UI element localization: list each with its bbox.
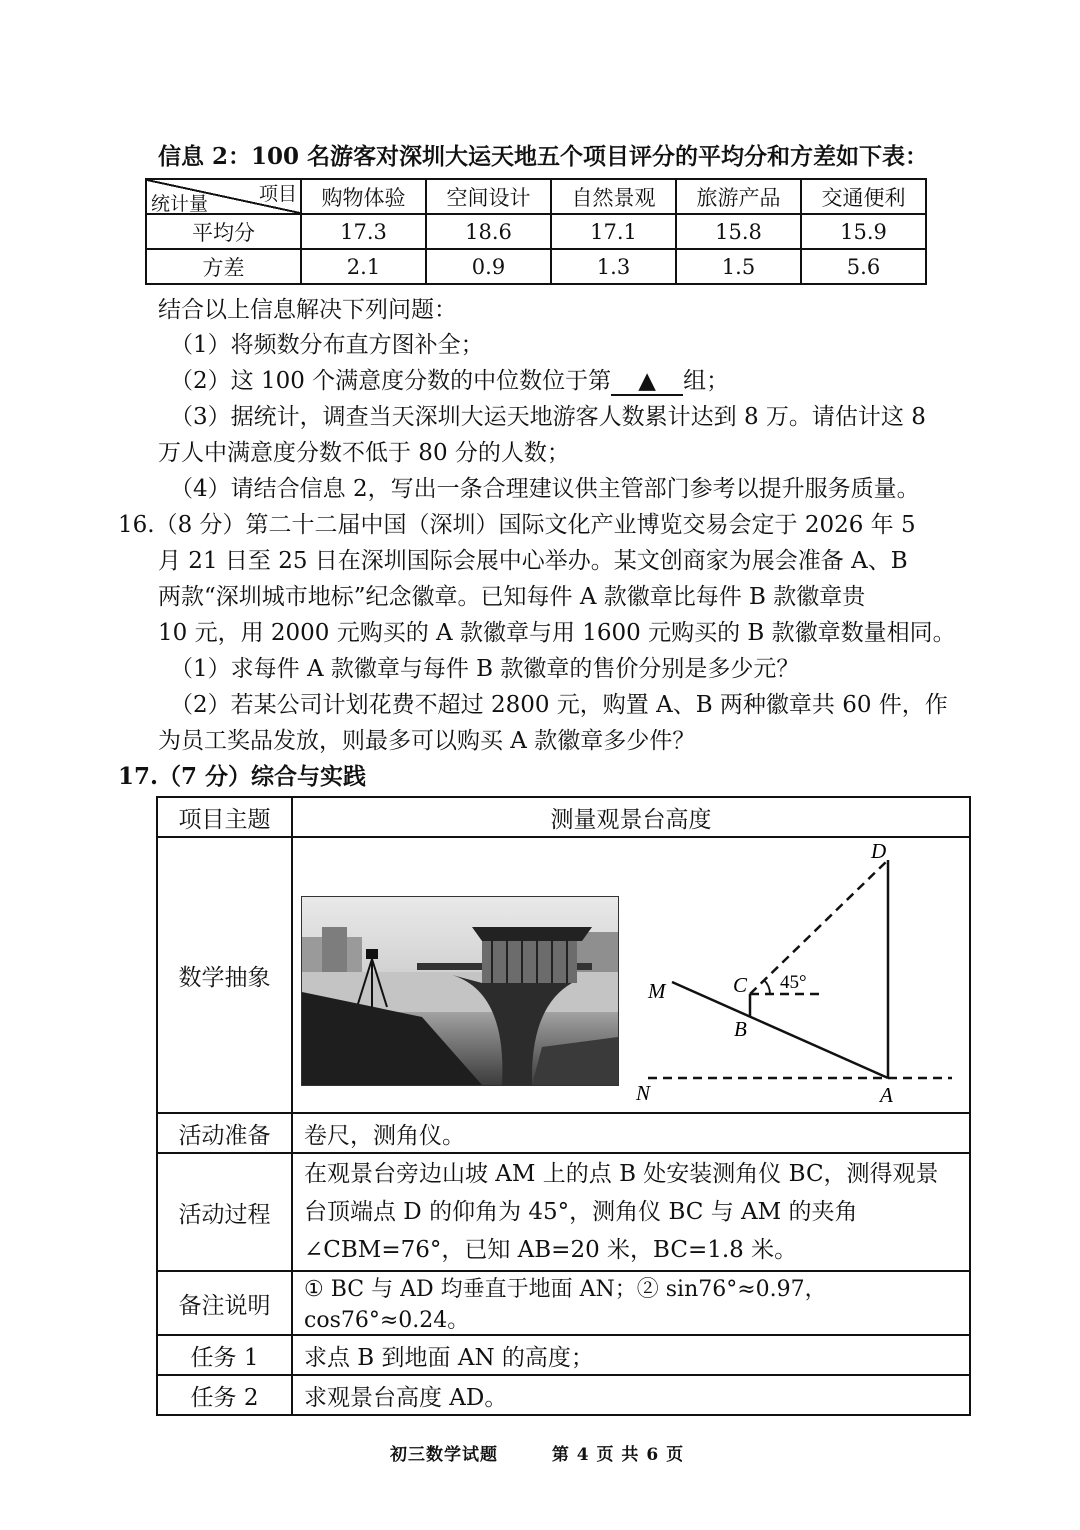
row-label: 活动准备 [157,1113,292,1153]
q16-sub1: （1）求每件 A 款徽章与每件 B 款徽章的售价分别是多少元？ [170,656,800,682]
row-label: 任务 1 [157,1335,292,1375]
geometry-diagram [630,836,960,1106]
column-header: 旅游产品 [676,179,801,214]
point-label: M [648,979,666,1003]
point-label: A [880,1083,893,1106]
process-line: 在观景台旁边山坡 AM 上的点 B 处安装测角仪 BC，测得观景 [304,1161,939,1187]
table-cell: 0.9 [426,249,551,284]
process-line: ∠CBM=76°，已知 AB=20 米，BC=1.8 米。 [304,1237,798,1263]
segment-cd [750,860,888,994]
table-row [146,214,926,249]
q16-line3: 两款“深圳城市地标”纪念徽章。已知每件 A 款徽章比每件 B 款徽章贵 [158,584,866,610]
observation-deck-photo-art [302,897,618,1085]
row-label: 平均分 [146,214,301,249]
q16-sub2-line1: （2）若某公司计划花费不超过 2800 元，购置 A、B 两种徽章共 60 件，作 [170,692,948,718]
corner-top-label: 项目 [258,183,297,205]
row-label: 数学抽象 [157,837,292,1113]
row-label: 任务 2 [157,1375,292,1415]
footer-page-number: 第 4 页 共 6 页 [551,1445,685,1465]
note-value: ① BC 与 AD 均垂直于地面 AN；② sin76°≈0.97，cos76°≈0.24。 [292,1271,970,1335]
angle-label: 45° [780,972,807,993]
table-cell: 1.5 [676,249,801,284]
footer-subject: 初三数学试题 [390,1445,498,1465]
q16-sub2-line2: 为员工奖品发放，则最多可以购买 A 款徽章多少件？ [158,728,696,754]
q16-line2: 月 21 日至 25 日在深圳国际会展中心举办。某文创商家为展会准备 A、B [158,548,908,574]
segment-ma [672,982,888,1078]
prep-value: 卷尺，测角仪。 [292,1113,970,1153]
row-label: 方差 [146,249,301,284]
column-header: 自然景观 [551,179,676,214]
table-cell: 15.9 [801,214,926,249]
q17-title: 17.（7 分）综合与实践 [118,763,367,790]
table-cell: 17.1 [551,214,676,249]
row-label: 备注说明 [157,1271,292,1335]
point-label: C [733,973,748,997]
table-cell: 18.6 [426,214,551,249]
column-header: 购物体验 [301,179,426,214]
table-cell: 1.3 [551,249,676,284]
table-cell: 15.8 [676,214,801,249]
q15-part2-suffix: 组； [683,368,730,394]
table-row [146,249,926,284]
table-corner-cell [146,179,301,214]
row-label: 活动过程 [157,1153,292,1271]
task2-value: 求观景台高度 AD。 [292,1375,970,1415]
q15-part3-line2: 万人中满意度分数不低于 80 分的人数； [158,440,570,466]
q15-part1: （1）将频数分布直方图补全； [170,332,484,358]
table-cell: 2.1 [301,249,426,284]
row-label: 项目主题 [157,797,292,837]
point-label: N [636,1081,651,1105]
table-cell: 17.3 [301,214,426,249]
page-footer [390,1440,684,1465]
q15-part4: （4）请结合信息 2，写出一条合理建议供主管部门参考以提升服务质量。 [170,476,920,502]
process-line: 台顶端点 D 的仰角为 45°，测角仪 BC 与 AM 的夹角 [304,1199,858,1225]
answer-blank[interactable]: ▲ [611,368,683,396]
q15-part3-line1: （3）据统计，调查当天深圳大运天地游客人数累计达到 8 万。请估计这 8 [170,404,926,430]
info2-heading: 信息 2：100 名游客对深圳大运天地五个项目评分的平均分和方差如下表： [158,143,929,170]
q15-intro: 结合以上信息解决下列问题： [158,297,457,323]
point-label: D [871,839,887,863]
observation-deck-photo [301,896,619,1086]
q15-part2 [170,366,729,396]
column-header: 空间设计 [426,179,551,214]
q15-part2-text: （2）这 100 个满意度分数的中位数位于第 [170,368,612,394]
score-table [145,178,927,285]
task1-value: 求点 B 到地面 AN 的高度； [292,1335,970,1375]
corner-bottom-label: 统计量 [151,193,209,215]
column-header: 交通便利 [801,179,926,214]
q16-line4: 10 元，用 2000 元购买的 A 款徽章与用 1600 元购买的 B 款徽章数量相同。 [158,620,956,646]
point-label: B [734,1017,747,1041]
topic-value: 测量观景台高度 [292,797,970,837]
table-cell: 5.6 [801,249,926,284]
process-value [292,1153,970,1271]
angle-arc [764,980,770,994]
q16-line1: 16.（8 分）第二十二届中国（深圳）国际文化产业博览交易会定于 2026 年 5 [118,512,916,538]
